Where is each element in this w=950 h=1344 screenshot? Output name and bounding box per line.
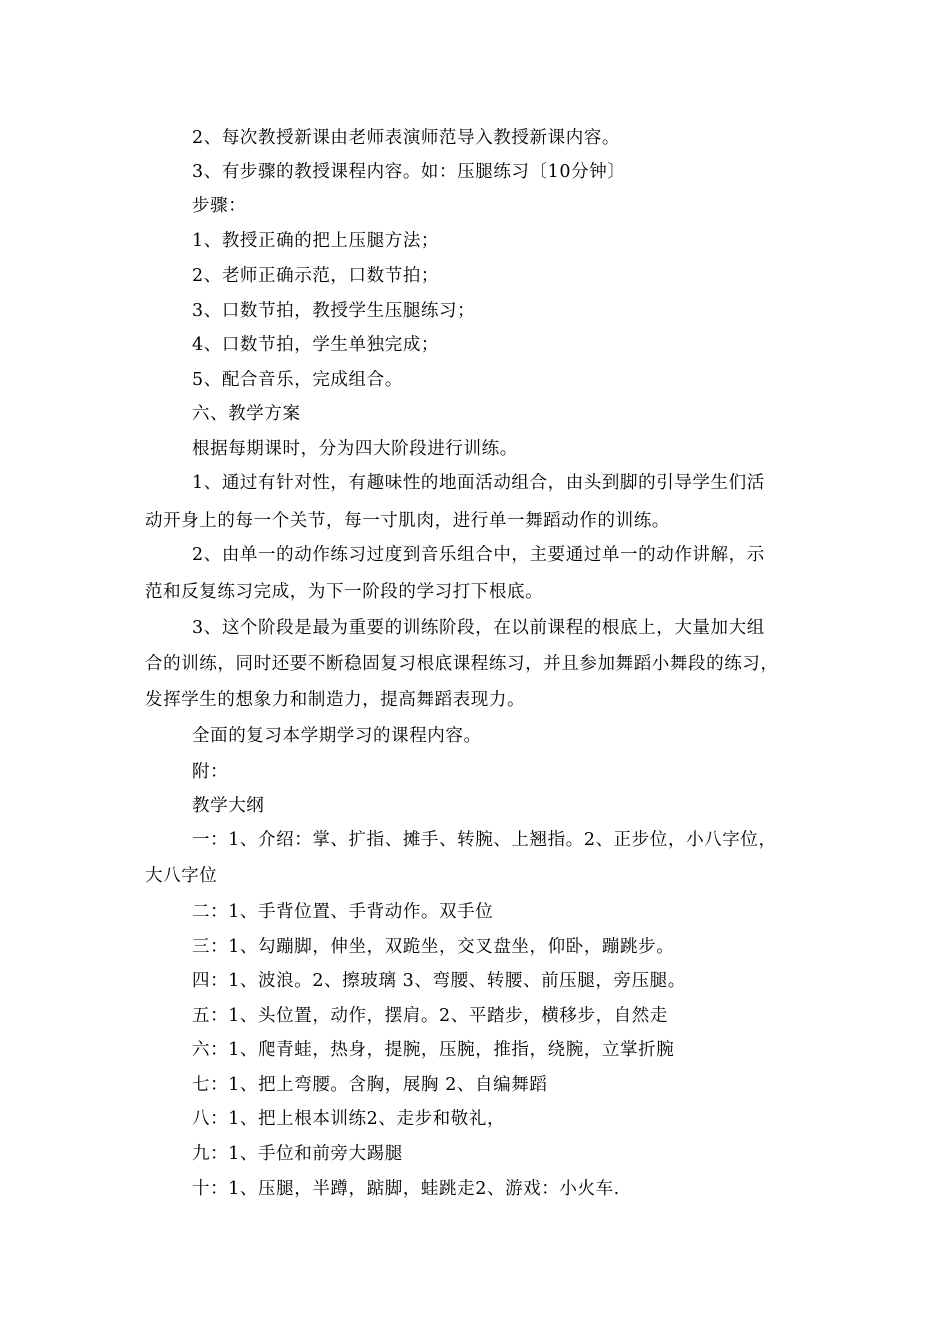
text-line: 全面的复习本学期学习的课程内容。 [192, 726, 482, 746]
text-line: 1、通过有针对性，有趣味性的地面活动组合，由头到脚的引导学生们活 [192, 473, 765, 493]
text-line: 2、老师正确示范，口数节拍； [192, 266, 440, 286]
text-line: 八：1、把上根本训练2、走步和敬礼， [192, 1109, 506, 1129]
text-line: 六：1、爬青蛙，热身，提腕，压腕，推指，绕腕，立掌折腕 [192, 1040, 675, 1060]
text-line: 五：1、头位置，动作，摆肩。2、平踏步，横移步，自然走 [192, 1006, 668, 1026]
section-heading: 六、教学方案 [192, 404, 301, 424]
text-line: 九：1、手位和前旁大踢腿 [192, 1144, 403, 1164]
text-line: 2、每次教授新课由老师表演师范导入教授新课内容。 [192, 128, 621, 148]
text-line: 1、教授正确的把上压腿方法； [192, 231, 440, 251]
text-line: 十：1、压腿，半蹲，踮脚，蛙跳走2、游戏：小火车. [192, 1179, 620, 1199]
text-line: 四：1、波浪。2、擦玻璃 3、弯腰、转腰、前压腿，旁压腿。 [192, 971, 686, 991]
text-line: 范和反复练习完成，为下一阶段的学习打下根底。 [145, 582, 544, 602]
text-line: 二：1、手背位置、手背动作。双手位 [192, 902, 494, 922]
text-line: 3、有步骤的教授课程内容。如：压腿练习〔10分钟〕 [192, 162, 626, 182]
text-line: 合的训练，同时还要不断稳固复习根底课程练习，并且参加舞蹈小舞段的练习， [145, 654, 779, 674]
text-line: 3、口数节拍，教授学生压腿练习； [192, 301, 476, 321]
text-line: 大八字位 [145, 866, 218, 886]
text-line: 附： [192, 762, 229, 782]
section-heading: 教学大纲 [192, 796, 265, 816]
text-line: 4、口数节拍，学生单独完成； [192, 335, 440, 355]
text-line: 2、由单一的动作练习过度到音乐组合中，主要通过单一的动作讲解，示 [192, 545, 765, 565]
text-line: 5、配合音乐，完成组合。 [192, 370, 403, 390]
text-line: 3、这个阶段是最为重要的训练阶段，在以前课程的根底上，大量加大组 [192, 618, 765, 638]
text-line: 步骤： [192, 196, 247, 216]
text-line: 七：1、把上弯腰。含胸，展胸 2、自编舞蹈 [192, 1075, 548, 1095]
text-line: 一：1、介绍：掌、扩指、摊手、转腕、上翘指。2、正步位，小八字位， [192, 830, 777, 850]
text-line: 根据每期课时，分为四大阶段进行训练。 [192, 439, 518, 459]
text-line: 三：1、勾蹦脚，伸坐，双跪坐，交叉盘坐，仰卧，蹦跳步。 [192, 937, 675, 957]
text-line: 动开身上的每一个关节，每一寸肌肉，进行单一舞蹈动作的训练。 [145, 511, 670, 531]
text-line: 发挥学生的想象力和制造力，提高舞蹈表现力。 [145, 690, 526, 710]
